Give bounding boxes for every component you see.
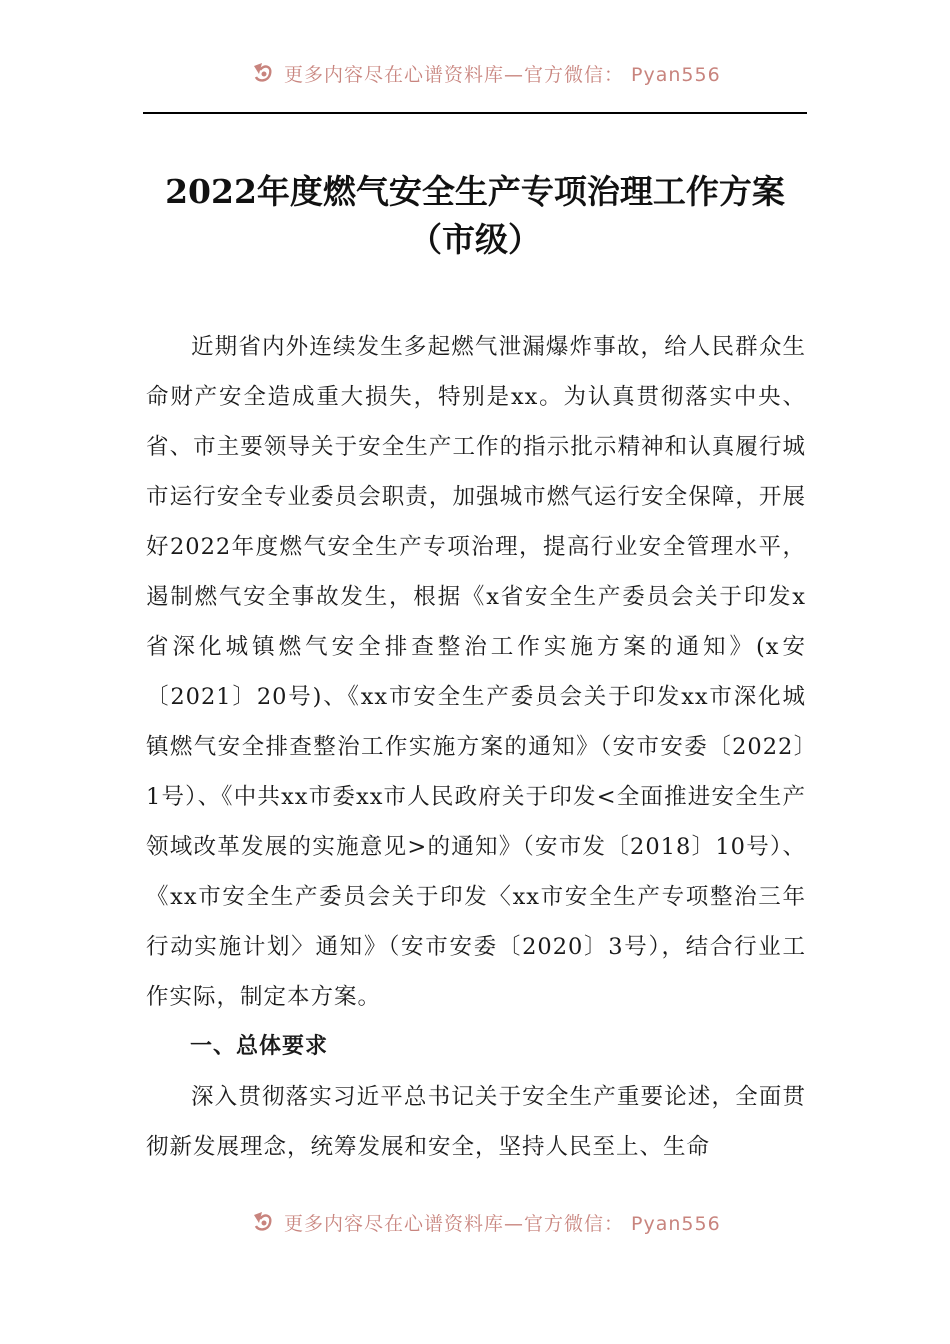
document-body — [146, 322, 806, 1172]
header-divider — [143, 112, 807, 114]
section-paragraph: 深入贯彻落实习近平总书记关于安全生产重要论述，全面贯彻新发展理念，统筹发展和安全，坚持人民至上、生命 — [146, 1084, 806, 1160]
document-title — [100, 168, 850, 264]
footer-watermark — [250, 1207, 721, 1237]
logo-icon — [250, 1209, 276, 1235]
intro-paragraph: 近期省内外连续发生多起燃气泄漏爆炸事故，给人民群众生命财产安全造成重大损失，特别是xx。为认真贯彻落实中央、省、市主要领导关于安全生产工作的指示批示精神和认真履行城市运行安全专业委员会职责，加强城市燃气运行安全保障，开展好2022年度燃气安全生产专项治理，提高行业安全管理水平，遏制燃气安全事故发生，根据《x省安全生产委员会关于印发x省深化城镇燃气安全排查整治工作实施方案的通知》(x安〔2021〕20号)、《xx市安全生产委员会关于印发xx市深化城镇燃气安全排查整治工作实施方案的通知》（安市安委〔2022〕1号）、《中共xx市委xx市人民政府关于印发<全面推进安全生产领域改革发展的实施意见>的通知》（安市发〔2018〕10号）、《xx市安全生产委员会关于印发〈xx市安全生产专项整治三年行动实施计划〉通知》（安市安委〔2020〕3号），结合行业工作实际，制定本方案。 — [146, 334, 806, 1010]
title-line-1: 2022年度燃气安全生产专项治理工作方案 — [165, 172, 785, 211]
section-heading: 一、总体要求 — [190, 1034, 329, 1059]
watermark-text: 更多内容尽在心谱资料库—官方微信： Pyan556 — [284, 63, 721, 86]
watermark-text: 更多内容尽在心谱资料库—官方微信： Pyan556 — [284, 1212, 721, 1235]
title-line-2: （市级） — [409, 220, 541, 259]
header-watermark — [250, 58, 721, 88]
logo-icon — [250, 60, 276, 86]
